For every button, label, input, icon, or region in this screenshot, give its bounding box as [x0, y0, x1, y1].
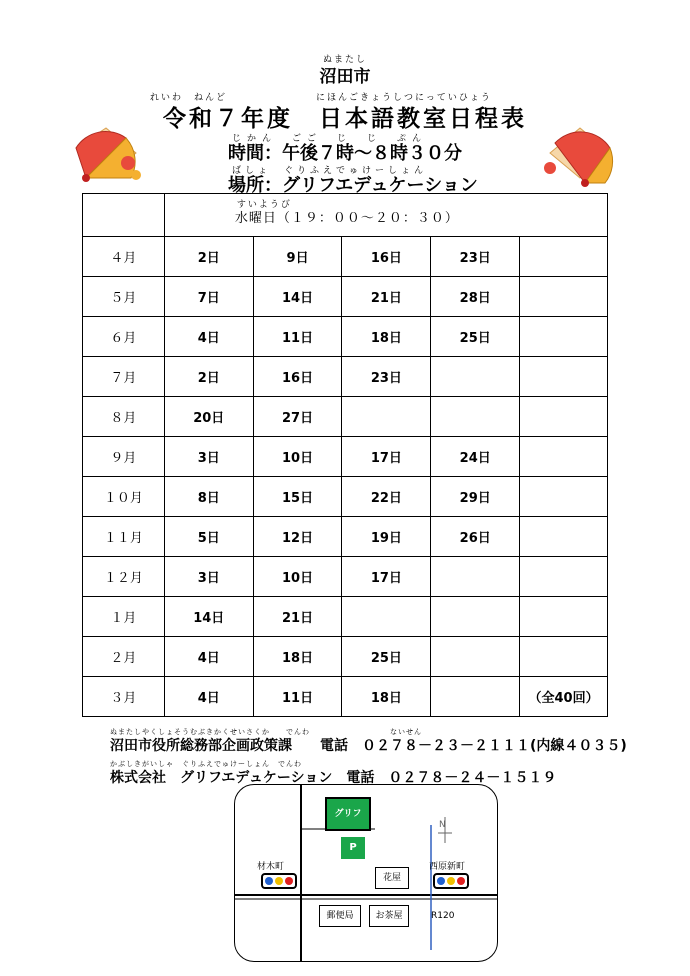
date-cell: 14日	[253, 277, 342, 317]
date-cell: 11日	[253, 317, 342, 357]
date-cell: 14日	[164, 597, 253, 637]
table-row	[83, 637, 608, 677]
date-cell: 16日	[342, 237, 431, 277]
date-cell: 15日	[253, 477, 342, 517]
date-cell: 16日	[253, 357, 342, 397]
page-title: 令和７年度 日本語教室日程表	[163, 106, 527, 132]
table-row	[83, 317, 608, 357]
title-ruby-right: にほんごきょうしつにっていひょう	[316, 93, 492, 103]
month-cell: １２月	[83, 557, 165, 597]
traffic-signal-left-icon	[261, 873, 297, 889]
date-cell: 25日	[431, 317, 520, 357]
weekday-ruby: すいようび	[236, 200, 292, 210]
header-empty-cell	[83, 194, 165, 237]
table-header-row	[83, 194, 608, 237]
contact1-ruby: ぬまたしやくしょそうむぶきかくせいさくか でんわ ないせん	[110, 728, 422, 736]
month-cell: １１月	[83, 517, 165, 557]
date-cell: 28日	[431, 277, 520, 317]
table-row	[83, 477, 608, 517]
date-cell	[431, 557, 520, 597]
month-cell: ８月	[83, 397, 165, 437]
date-cell: 21日	[342, 277, 431, 317]
date-cell: 9日	[253, 237, 342, 277]
month-cell: １０月	[83, 477, 165, 517]
title-ruby-left: れいわ ねんど	[150, 93, 228, 103]
total-sessions-cell: （全40回）	[520, 677, 608, 717]
table-row	[83, 557, 608, 597]
table-row	[83, 677, 608, 717]
date-cell: 8日	[164, 477, 253, 517]
date-cell: 5日	[164, 517, 253, 557]
schedule-table	[82, 193, 608, 717]
date-cell	[520, 357, 608, 397]
date-cell: 18日	[342, 677, 431, 717]
month-cell: ２月	[83, 637, 165, 677]
flower-shop: 花屋	[375, 867, 409, 889]
contact-company: 株式会社 グリフエデュケーション 電話 ０２７８－２４－１５１９	[110, 770, 557, 786]
month-cell: ９月	[83, 437, 165, 477]
table-row	[83, 437, 608, 477]
date-cell: 2日	[164, 237, 253, 277]
date-cell	[431, 397, 520, 437]
month-cell: ６月	[83, 317, 165, 357]
date-cell: 17日	[342, 557, 431, 597]
date-cell: 2日	[164, 357, 253, 397]
date-cell: 22日	[342, 477, 431, 517]
date-cell: 12日	[253, 517, 342, 557]
date-cell: 11日	[253, 677, 342, 717]
date-cell: 10日	[253, 557, 342, 597]
table-row	[83, 597, 608, 637]
right-signal-label: 西原新町	[429, 862, 466, 872]
date-cell	[431, 677, 520, 717]
date-cell	[431, 597, 520, 637]
date-cell	[520, 637, 608, 677]
date-cell	[520, 557, 608, 597]
contact2-ruby: かぶしきがいしゃ ぐりふえでゅけーしょん でんわ	[110, 760, 302, 768]
date-cell	[520, 237, 608, 277]
month-cell: ７月	[83, 357, 165, 397]
date-cell	[431, 637, 520, 677]
date-cell: 4日	[164, 317, 253, 357]
date-cell	[520, 277, 608, 317]
city-name: 沼田市	[319, 67, 371, 87]
fan-decoration-left	[66, 123, 156, 198]
table-row	[83, 517, 608, 557]
date-cell: 4日	[164, 637, 253, 677]
fan-decoration-right	[530, 123, 620, 198]
time-info: 時間：午後７時～８時３０分	[228, 143, 462, 164]
date-cell	[520, 317, 608, 357]
date-cell: 24日	[431, 437, 520, 477]
date-cell	[520, 517, 608, 557]
table-row	[83, 357, 608, 397]
weekday-header-text: 水曜日（１９：００～２０：３０）	[234, 211, 459, 226]
weekday-header	[164, 194, 607, 237]
route-label: R120	[431, 911, 455, 921]
tea-shop: お茶屋	[369, 905, 409, 927]
traffic-signal-right-icon	[433, 873, 469, 889]
date-cell	[342, 597, 431, 637]
date-cell	[520, 437, 608, 477]
grif-building: グリフ	[325, 797, 371, 831]
date-cell	[342, 397, 431, 437]
date-cell: 23日	[431, 237, 520, 277]
month-cell: ３月	[83, 677, 165, 717]
time-ruby: じかん ごご じ じ ぷん	[232, 134, 428, 144]
date-cell: 7日	[164, 277, 253, 317]
north-arrow-icon	[435, 815, 455, 845]
place-ruby: ばしょ ぐりふえでゅけーしょん	[232, 166, 428, 176]
date-cell: 4日	[164, 677, 253, 717]
north-label: N	[439, 820, 446, 830]
post-office: 郵便局	[319, 905, 361, 927]
month-cell: ５月	[83, 277, 165, 317]
table-row	[83, 397, 608, 437]
date-cell: 10日	[253, 437, 342, 477]
date-cell: 3日	[164, 557, 253, 597]
date-cell: 17日	[342, 437, 431, 477]
date-cell: 25日	[342, 637, 431, 677]
date-cell: 26日	[431, 517, 520, 557]
city-ruby: ぬまたし	[322, 55, 367, 65]
table-row	[83, 277, 608, 317]
date-cell: 20日	[164, 397, 253, 437]
date-cell: 3日	[164, 437, 253, 477]
date-cell	[520, 397, 608, 437]
month-cell: １月	[83, 597, 165, 637]
date-cell	[520, 597, 608, 637]
place-info: 場所：グリフエデュケーション	[228, 175, 478, 196]
date-cell	[431, 357, 520, 397]
date-cell: 23日	[342, 357, 431, 397]
date-cell: 21日	[253, 597, 342, 637]
date-cell: 29日	[431, 477, 520, 517]
access-map	[234, 784, 498, 962]
date-cell: 19日	[342, 517, 431, 557]
date-cell: 27日	[253, 397, 342, 437]
month-cell: ４月	[83, 237, 165, 277]
table-row	[83, 237, 608, 277]
contact-city-office: 沼田市役所総務部企画政策課 電話 ０２７８－２３－２１１１(内線４０３５)	[110, 738, 627, 754]
parking-lot: P	[341, 837, 365, 859]
left-signal-label: 材木町	[257, 862, 285, 872]
date-cell: 18日	[253, 637, 342, 677]
date-cell: 18日	[342, 317, 431, 357]
date-cell	[520, 477, 608, 517]
